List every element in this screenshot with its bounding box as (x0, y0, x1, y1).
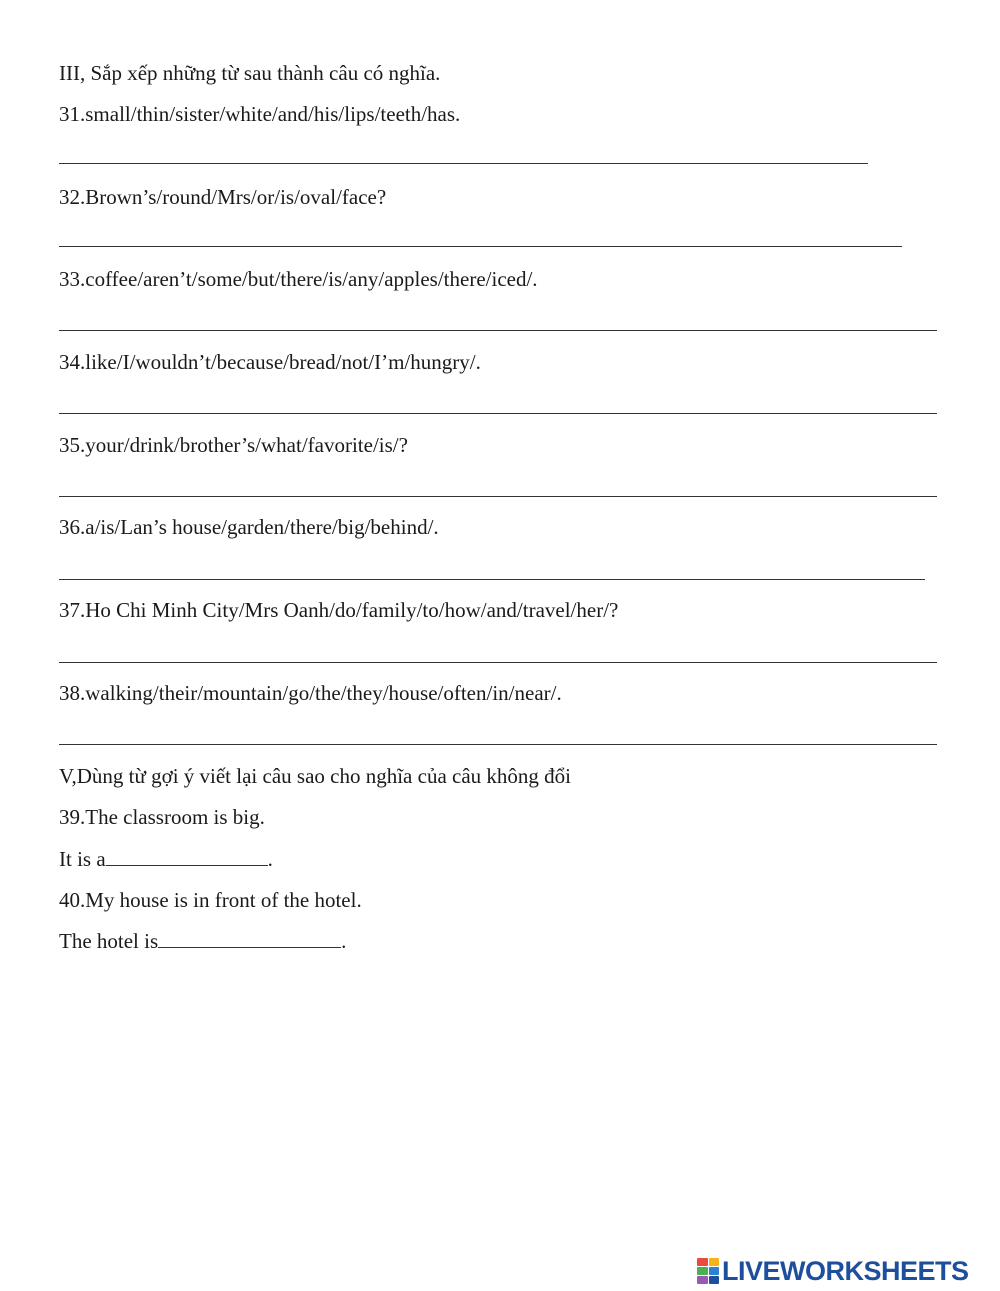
question-38-prompt: 38.walking/their/mountain/go/the/they/house/often/in/near/. (59, 681, 562, 705)
question-34-prompt: 34.like/I/wouldn’t/because/bread/not/I’m/hungry/. (59, 350, 481, 374)
question-38-answer-line[interactable] (59, 744, 937, 745)
question-33-answer-line[interactable] (59, 330, 937, 331)
question-37-answer-line[interactable] (59, 662, 937, 663)
liveworksheets-logo-text: LIVEWORKSHEETS (722, 1255, 969, 1286)
question-40-rewrite (59, 928, 346, 954)
section-3-heading: III, Sắp xếp những từ sau thành câu có nghĩa. (59, 61, 441, 85)
question-37-prompt: 37.Ho Chi Minh City/Mrs Oanh/do/family/to/how/and/travel/her/? (59, 598, 619, 622)
question-39-rewrite (59, 846, 273, 872)
question-32-prompt: 32.Brown’s/round/Mrs/or/is/oval/face? (59, 185, 387, 209)
question-39-prompt: 39.The classroom is big. (59, 805, 265, 829)
question-33-prompt: 33.coffee/aren’t/some/but/there/is/any/apples/there/iced/. (59, 267, 538, 291)
question-40-end: . (341, 929, 347, 953)
question-40-prompt: 40.My house is in front of the hotel. (59, 888, 362, 912)
liveworksheets-logo-icon (697, 1258, 719, 1284)
question-39-end: . (267, 847, 273, 871)
question-40-answer-blank[interactable] (158, 929, 341, 948)
liveworksheets-logo (697, 1254, 969, 1288)
question-36-answer-line[interactable] (59, 579, 925, 580)
question-35-prompt: 35.your/drink/brother’s/what/favorite/is/? (59, 433, 408, 457)
question-32-answer-line[interactable] (59, 246, 902, 247)
question-39-answer-blank[interactable] (106, 847, 268, 866)
question-40-starter: The hotel is (59, 929, 159, 953)
question-39-starter: It is a (59, 847, 106, 871)
question-31-prompt: 31.small/thin/sister/white/and/his/lips/teeth/has. (59, 102, 461, 126)
question-31-answer-line[interactable] (59, 163, 868, 164)
section-5-heading: V,Dùng từ gợi ý viết lại câu sao cho nghĩa của câu không đổi (59, 764, 571, 788)
question-34-answer-line[interactable] (59, 413, 937, 414)
question-35-answer-line[interactable] (59, 496, 937, 497)
question-36-prompt: 36.a/is/Lan’s house/garden/there/big/behind/. (59, 515, 439, 539)
